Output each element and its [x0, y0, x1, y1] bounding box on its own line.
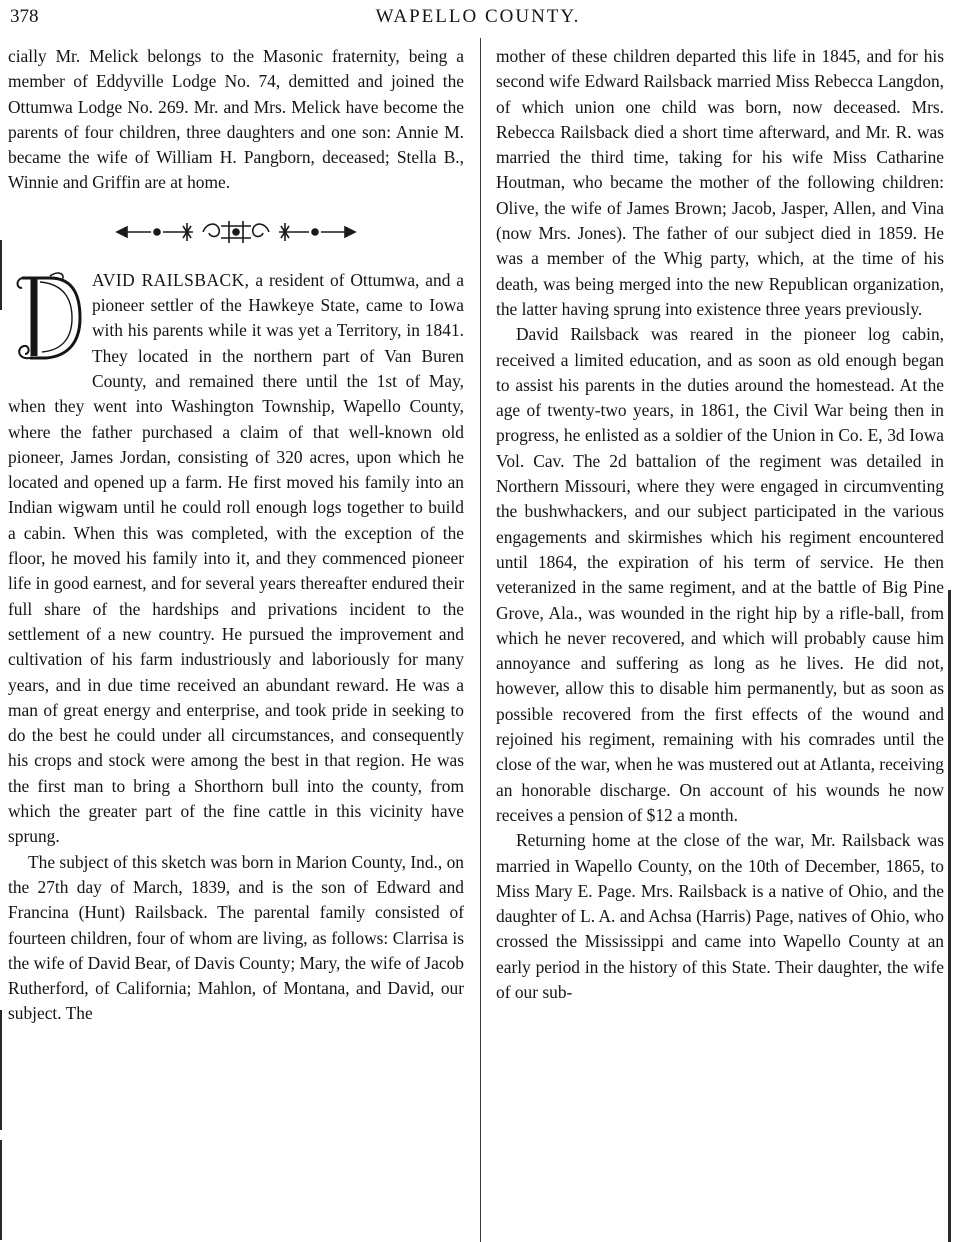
paragraph-text: a resident of Ottumwa, and a pioneer settler of the Hawkeye State, came to Iowa with his parents while it was yet a Territory, in 1841. They located in the northern part of Van Buren County, and remained there until the 1st of May, when they went into Washington Township, Wapello County, where the father purchased a claim of that well-known old pioneer, James Jordan, consisting of 320 acres, upon which he located and opened up a farm. He first moved his family into an Indian wigwam until he could roll enough logs together to build a cabin. When this was completed, with the exception of the floor, he moved his family into it, and they commenced pioneer life in good earnest, and for several years thereafter endured their full share of the hardships and privations incident to the settlement of a new country. He pursued the improvement and cultivation of his farm industriously and laboriously for many years, and in due time received an abundant reward. He was a man of great energy and enterprise, and took pride in seeking to do the best he could under all circumstances, and consequently his crops and stock were among the best in that region. He was the first man to bring a Shorthorn bull into the county, from which the greater part of the fine cattle in this vicinity have sprung. — [8, 269, 464, 847]
dropcap-letter: D — [14, 253, 27, 274]
running-title: WAPELLO COUNTY. — [375, 6, 581, 27]
page-number: 378 — [10, 6, 39, 27]
left-column — [8, 44, 464, 1027]
section-ornament — [8, 196, 464, 268]
paragraph-marriage: Returning home at the close of the war, Mr. Railsback was married in Wapello County, on the 10th of December, 1865, to Miss Mary E. Page. Mrs. Railsback is a native of Ohio, and the daughter of L. A. and Achsa (Harris) Page, natives of Ohio, who crossed the Mississippi and came into Wapello County at an early period in the history of this State. Their daughter, the wife of our sub- — [496, 830, 944, 1002]
railsback-section — [8, 253, 464, 850]
paragraph-military-service: David Railsback was reared in the pioneer log cabin, received a limited education, and as soon as old enough began to assist his parents in the duties around the homestead. At the age of twenty-two years, in 1861, the Civil War being then in progress, he enlisted as a soldier of the Union in Co. E, 3d Iowa Vol. Cav. The 2d battalion of the regiment was detailed in Northern Missouri, where they were engaged in circumventing the bushwhackers, and our subject participated in the various engagements and skirmishes which his regiment encountered until 1864, the expiration of his term of service. He then veteranized in the same regiment, and at the battle of Big Pine Grove, Ala., was wounded in the right hip by a rifle-ball, from which he never recovered, and which will probably cause him annoyance and suffering as long as he lives. He did not, however, allow this to disable him permanently, but as soon as possible recovered from the first effects of the wound and rejoined his regiment, remaining with his comrades until the close of the war, when he was mustered out at Atlanta, receiving an honorable discharge. On account of his wounds he now receives a pension of $12 a month. — [496, 324, 944, 825]
subject-name-lead: AVID RAILSBACK, — [92, 269, 250, 290]
paragraph-birth-family: The subject of this sketch was born in Marion County, Ind., on the 27th day of March, 1839, and is the son of Edward and Francina (Hunt) Railsback. The parental family consisted of fourteen children, four of whom are living, as follows: Clarrisa is the wife of David Bear, of Davis County; Mary, the wife of Jacob Rutherford, of California; Mahlon, of Montana, and David, our subject. The — [8, 851, 465, 1024]
right-column — [496, 44, 944, 1005]
page-edge-rule — [948, 590, 951, 1242]
column-divider — [480, 38, 481, 1242]
ornament-divider-icon — [111, 217, 361, 247]
margin-mark — [0, 1140, 2, 1240]
paragraph-continuation: mother of these children departed this life in 1845, and for his second wife Edward Railsback married Miss Rebecca Langdon, of which union one child was born, now deceased. Mrs. Rebecca Railsback died a short time afterward, and Mr. R. was married the third time, taking for his wife Miss Catharine Houtman, who became the mother of the following children: Olive, the wife of James Brown; Jacob, Jasper, Allen, and Vina (now Mrs. Jones). The father of our subject died in 1859. He was a member of the Whig party, which, at the time of his death, was being merged into the new Republican organization, the latter having sprung into existence three years previously. — [496, 46, 944, 319]
dropcap — [14, 253, 84, 370]
paragraph-continuation: cially Mr. Melick belongs to the Masonic fraternity, being a member of Eddyville Lodge No. 74, demitted and joined the Ottumwa Lodge No. 269. Mr. and Mrs. Melick have become the parents of four children, three daughters and one son: Annie M. became the wife of William H. Pangborn, deceased; Stella B., Winnie and Griffin are at home. — [8, 46, 464, 193]
margin-mark — [0, 1010, 2, 1130]
page-header — [4, 2, 952, 32]
margin-mark — [0, 240, 2, 310]
decorated-initial-d-icon — [14, 253, 84, 370]
